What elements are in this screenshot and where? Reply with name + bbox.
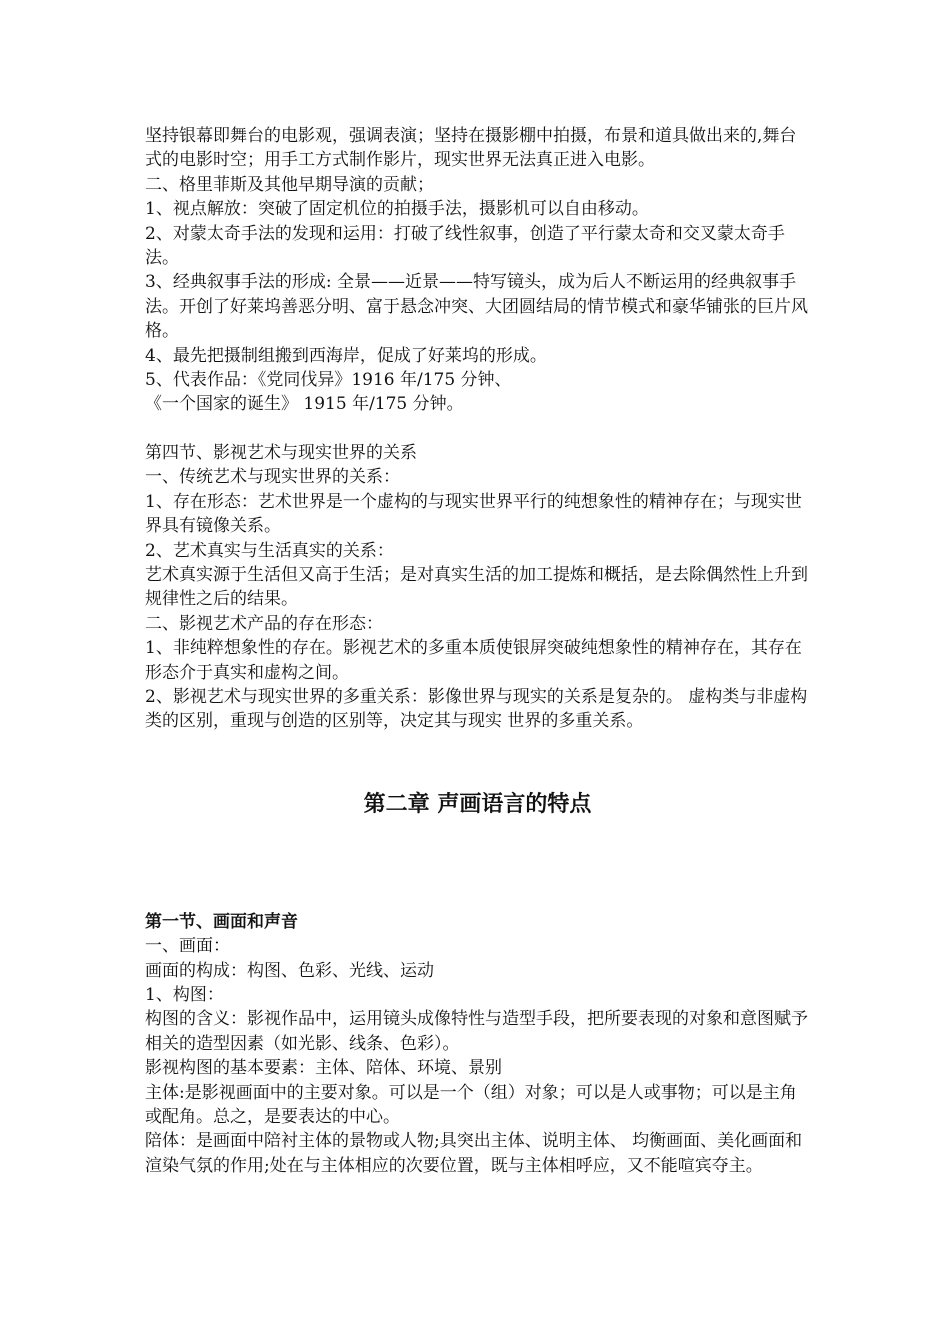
paragraph: 1、构图： — [145, 984, 224, 1005]
paragraph: 画面的构成：构图、色彩、光线、运动 — [145, 960, 434, 981]
paragraph: 1、非纯粹想象性的存在。影视艺术的多重本质使银屏突破纯想象性的精神存在，其存在形态介于真实和虚构之间。 — [145, 638, 802, 683]
paragraph: 2、影视艺术与现实世界的多重关系：影像世界与现实的关系是复杂的。 虚构类与非虚构类的区别，重现与创造的区别等，决定其与现实 世界的多重关系。 — [145, 686, 808, 732]
paragraph: 构图的含义：影视作品中，运用镜头成像特性与造型手段，把所要表现的对象和意图赋予相关的造型因素（如光影、线条、色彩）。 — [145, 1009, 808, 1054]
paragraph: 《一个国家的诞生》 1915 年/175 分钟。 — [145, 394, 464, 415]
paragraph: 1、视点解放：突破了固定机位的拍摄手法，摄影机可以自由移动。 — [145, 199, 649, 220]
paragraph: 一、画面： — [145, 936, 230, 957]
blank-line — [145, 417, 810, 441]
paragraph: 影视构图的基本要素：主体、陪体、环境、景别 — [145, 1058, 502, 1079]
paragraph: 二、格里菲斯及其他早期导演的贡献； — [145, 174, 434, 195]
paragraph: 5、代表作品：《党同伐异》1916 年/175 分钟、 — [145, 370, 512, 391]
paragraph: 3、经典叙事手法的形成: 全景——近景——特写镜头，成为后人不断运用的经典叙事手法。开创了好莱坞善恶分明、富于悬念冲突、大团圆结局的情节模式和豪华铺张的巨片风格。 — [145, 272, 808, 342]
paragraph: 主体:是影视画面中的主要对象。可以是一个（组）对象；可以是人或事物；可以是主角或配角。总之，是要表达的中心。 — [145, 1082, 797, 1127]
paragraph: 1、存在形态：艺术世界是一个虚构的与现实世界平行的纯想象性的精神存在；与现实世界具有镜像关系。 — [145, 491, 802, 537]
paragraph: 2、艺术真实与生活真实的关系： — [145, 540, 394, 561]
section-heading: 第四节、影视艺术与现实世界的关系 — [145, 442, 417, 463]
paragraph: 4、最先把摄制组搬到西海岸，促成了好莱坞的形成。 — [145, 345, 547, 366]
paragraph: 坚持银幕即舞台的电影观，强调表演；坚持在摄影棚中拍摄，布景和道具做出来的,舞台式的电影时空；用手工方式制作影片，现实世界无法真正进入电影。 — [145, 126, 797, 171]
paragraph: 2、对蒙太奇手法的发现和运用：打破了线性叙事，创造了平行蒙太奇和交叉蒙太奇手法。 — [145, 223, 785, 269]
paragraph: 二、影视艺术产品的存在形态： — [145, 613, 383, 634]
chapter-title: 第二章 声画语言的特点 — [363, 791, 592, 817]
paragraph: 陪体：是画面中陪衬主体的景物或人物;具突出主体、说明主体、 均衡画面、美化画面和渲染气氛的作用;处在与主体相应的次要位置，既与主体相呼应，又不能喧宾夺主。 — [145, 1131, 803, 1176]
paragraph: 艺术真实源于生活但又高于生活；是对真实生活的加工提炼和概括，是去除偶然性上升到规律性之后的结果。 — [145, 564, 808, 610]
section-heading: 第一节、画面和声音 — [145, 911, 298, 932]
document-page — [145, 124, 810, 1178]
paragraph: 一、传统艺术与现实世界的关系： — [145, 467, 400, 488]
